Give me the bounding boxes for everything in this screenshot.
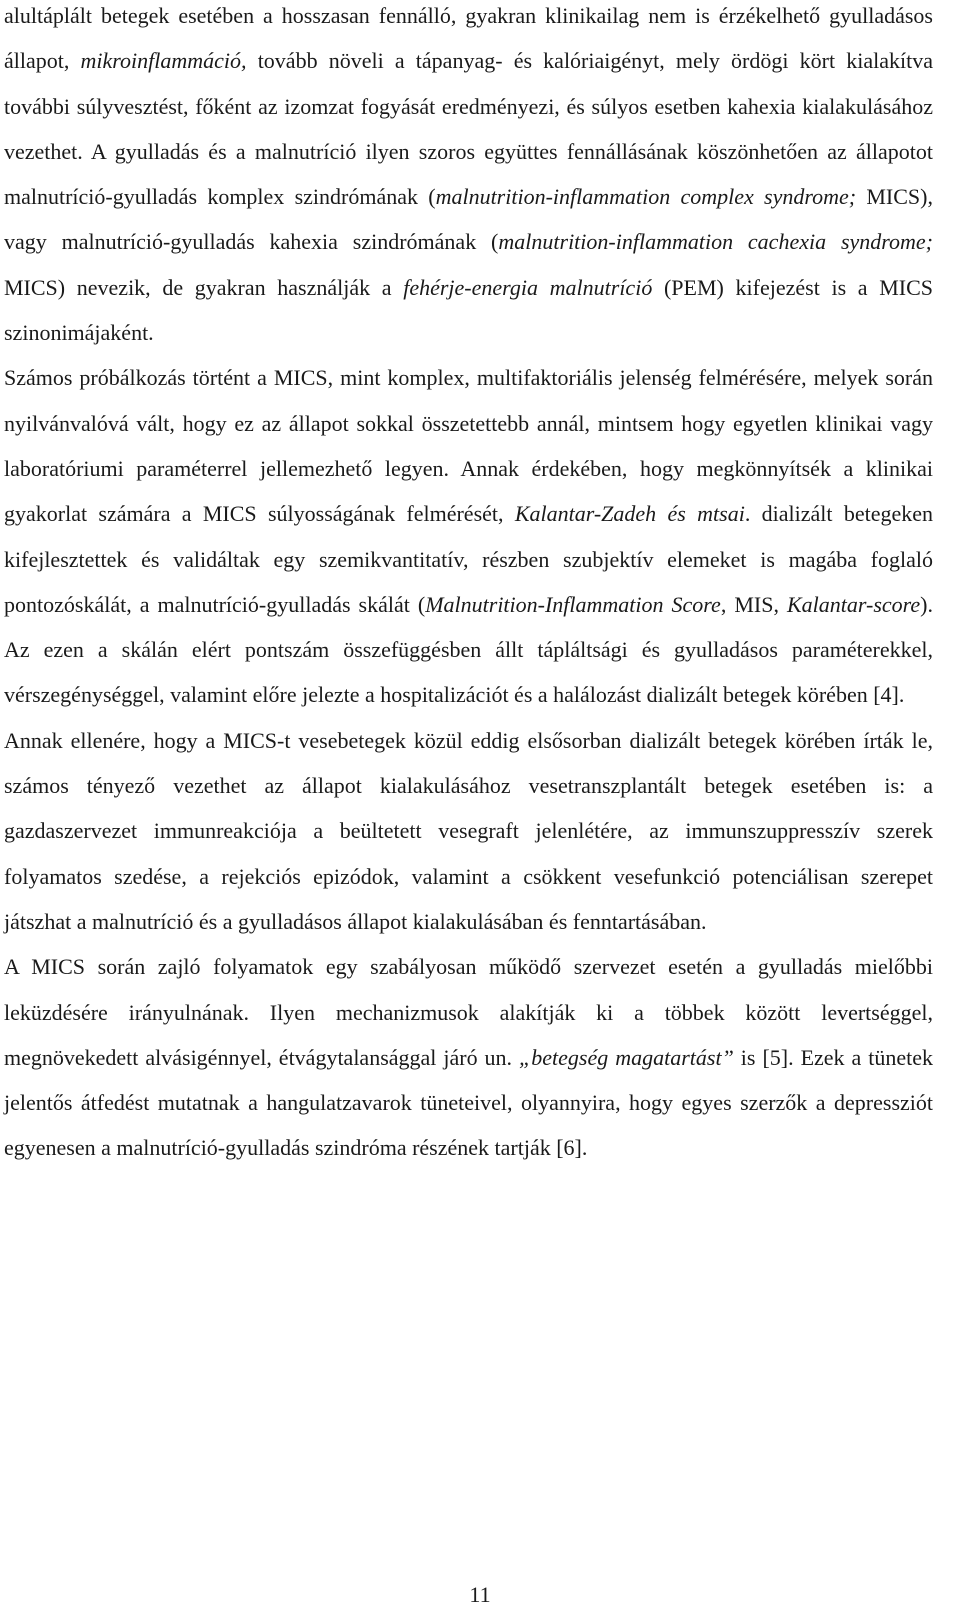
italic-text-run: malnutrition-inflammation cachexia syndrome; [498, 229, 933, 255]
text-run: MICS), vagy malnutríció-gyulladás kahexia szindrómának ( [4, 184, 933, 255]
italic-text-run: „betegség magatartást” [519, 1044, 734, 1070]
text-run: A MICS során zajló folyamatok egy szabályosan működő szervezet esetén a gyulladás mielőbbi leküzdésére irányulnának. Ilyen mechanizmusok alakítják ki a többek között levertséggel, megnövekedett alvásigénnyel, étvágytalansággal járó un. [4, 954, 933, 1070]
paragraph-sickness-behavior [4, 944, 933, 1170]
body-text [4, 0, 933, 1171]
italic-text-run: Kalantar-score [786, 591, 921, 617]
italic-text-run: malnutrition-inflammation complex syndrome; [435, 184, 857, 210]
text-run: (PEM) kifejezést is a MICS szinonimájaként. [4, 274, 934, 346]
text-run: , MIS, [720, 591, 787, 617]
paragraph-mics-assessment [4, 355, 933, 717]
italic-text-run: Kalantar-Zadeh és mtsai [514, 501, 745, 527]
page-number: 11 [469, 1582, 491, 1607]
text-run: MICS) nevezik, de gyakran használják a [4, 274, 404, 300]
italic-text-run: mikroinflammáció, [80, 48, 247, 74]
italic-text-run: Malnutrition-Inflammation Score [425, 591, 721, 617]
text-run: Annak ellenére, hogy a MICS-t vesebetegek közül eddig elsősorban dializált betegek körében írták le, számos tényező vezethet az állapot kialakulásához vesetranszplantált betegek esetében is: a gazdaszervezet immunreakciója a beültetett vesegraft jelenlétére, az immunszuppresszív szerek folyamatos szedése, a rejekciós epizódok, valamint a csökkent vesefunkció potenciálisan szerepet játszhat a malnutríció és a gyulladásos állapot kialakulásában és fenntartásában. [4, 727, 933, 934]
text-run: ). Az ezen a skálán elért pontszám összefüggésben állt tápláltsági és gyulladásos paraméterekkel, vérszegénységgel, valamint előre jelezte a hospitalizációt és a halálozást dializált betegek körében [4]. [4, 591, 933, 708]
text-run: alultáplált betegek esetében a hosszasan fennálló, gyakran klinikailag nem is érzékelhető gyulladásos állapot, [4, 3, 933, 74]
text-run: Számos próbálkozás történt a MICS, mint komplex, multifaktoriális jelenség felmérésére, melyek során nyilvánvalóvá vált, hogy ez az állapot sokkal összetettebb annál, mintsem hogy egyetlen klinikai vagy laboratóriumi paraméterrel jellemezhető legyen. Annak érdekében, hogy megkönnyítsék a klinikai gyakorlat számára a MICS súlyosságának felmérését, [4, 365, 933, 527]
paragraph-transplant-factors [4, 718, 933, 944]
text-run: is [5]. Ezek a tünetek jelentős átfedést mutatnak a hangulatzavarok tüneteivel, olyannyira, hogy egyes szerzők a depressziót egyenesen a malnutríció-gyulladás szindróma részének tartják [6]. [4, 1044, 934, 1161]
text-run: . dializált betegeken kifejlesztettek és validáltak egy szemikvantitatív, részben szubjektív elemeket is magába foglaló pontozóskálát, a malnutríció-gyulladás skálát ( [4, 501, 933, 617]
text-run: tovább növeli a tápanyag- és kalóriaigényt, mely ördögi kört kialakítva további súlyvesztést, főként az izomzat fogyását eredményezi, és súlyos esetben kahexia kialakulásához vezethet. A gyulladás és a malnutríció ilyen szoros együttes fennállásának köszönhetően az állapotot malnutríció-gyulladás komplex szindrómának ( [4, 48, 933, 210]
paragraph-mics-definition [4, 0, 933, 355]
italic-text-run: fehérje-energia malnutríció [403, 274, 653, 300]
